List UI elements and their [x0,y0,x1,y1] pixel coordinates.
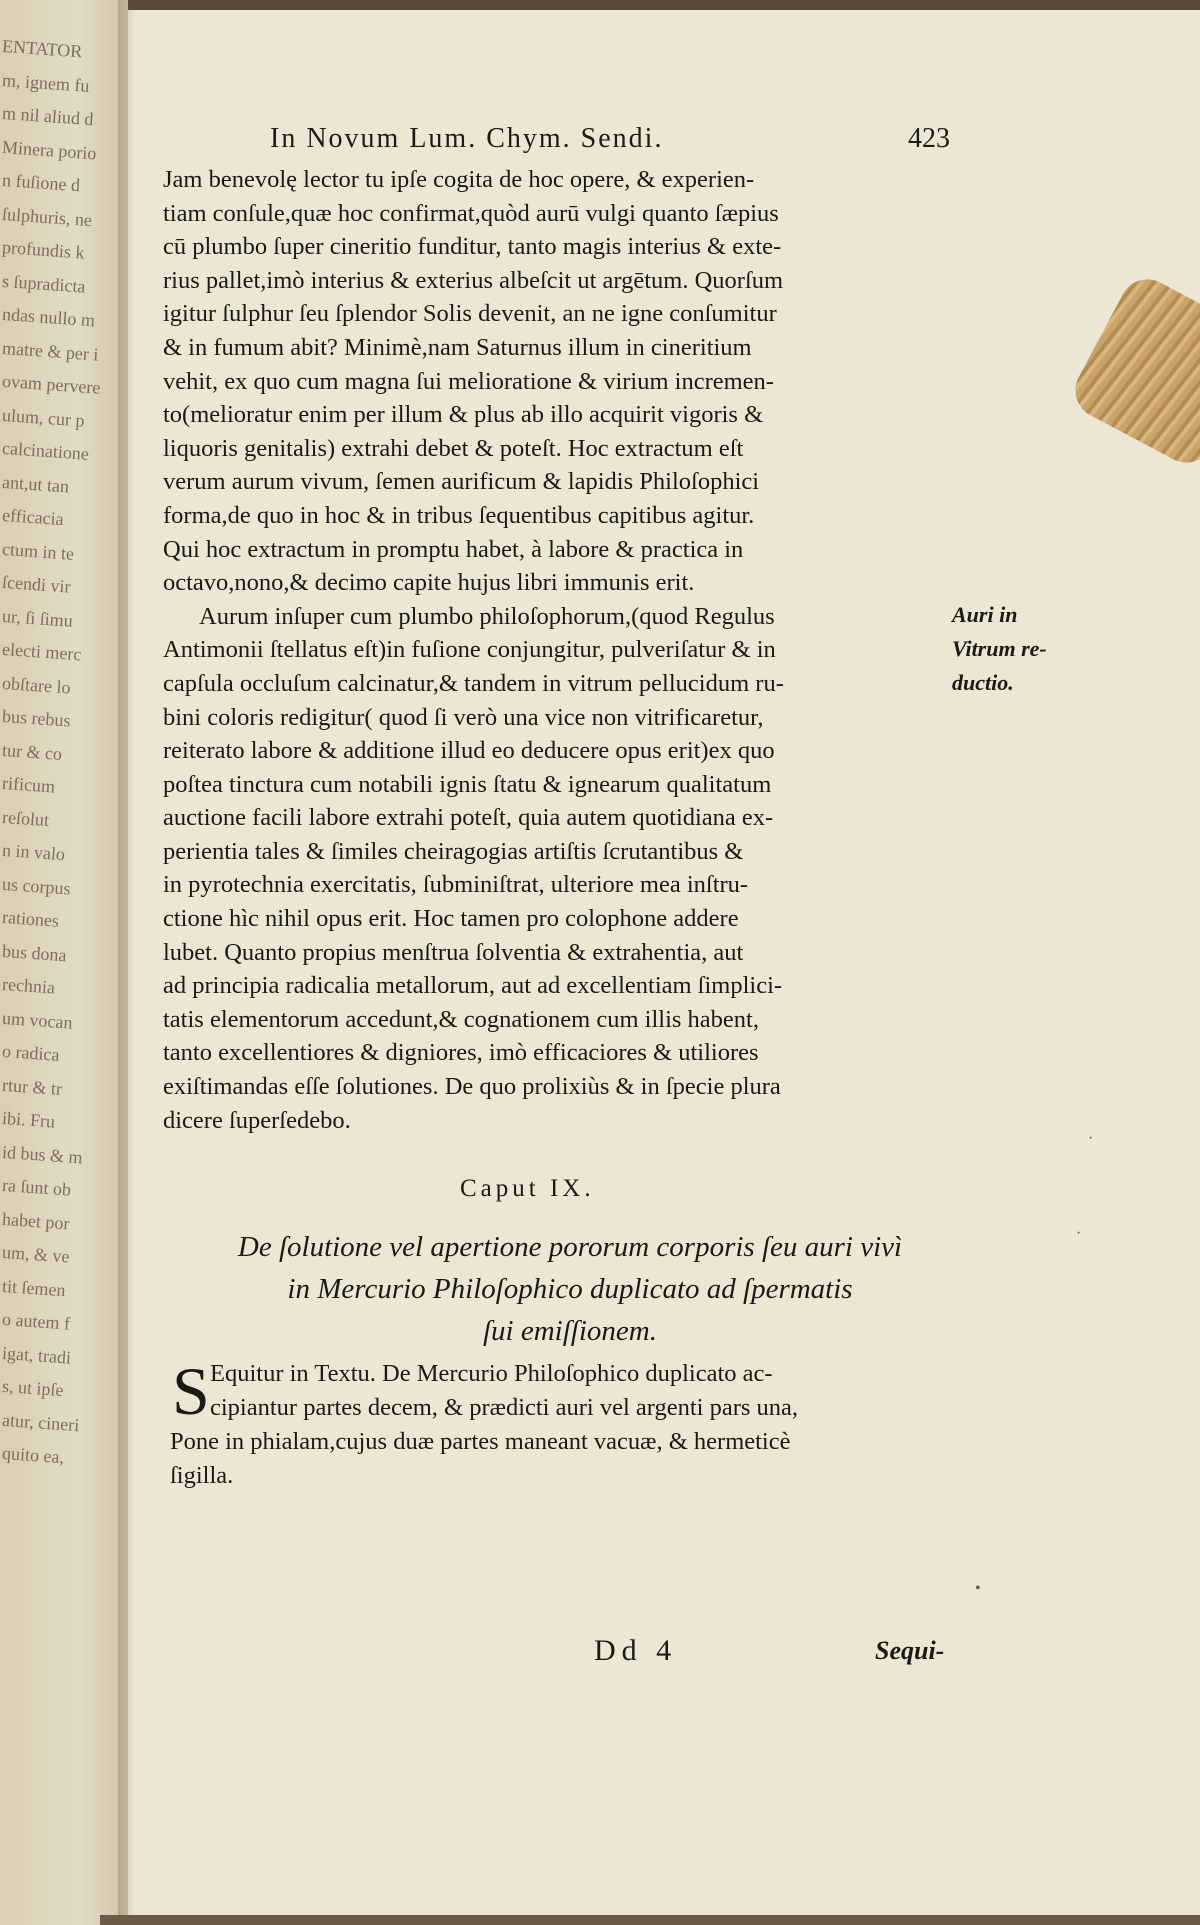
body-line: & in fumum abit? Minimè,nam Saturnus illum in cineritium [163,333,752,361]
body-line: Antimonii ſtellatus eſt)in fuſione conjungitur, pulveriſatur & in [163,636,776,664]
body-line: octavo,nono,& decimo capite hujus libri immunis erit. [163,569,695,597]
page-header [270,123,950,163]
body-line: auctione facili labore extrahi poteſt, quia autem quotidiana ex- [163,804,774,832]
facing-page-fragment: igat, tradi [1,1342,72,1368]
facing-page-fragment: o autem f [1,1308,71,1334]
body-line: ad principia radicalia metallorum, aut ad excellentiam ſimplici- [163,972,783,1000]
ink-speck: • [975,1580,981,1597]
facing-page-fragment: quito ea, [1,1442,65,1468]
body-line: verum aurum vivum, ſemen aurificum & lapidis Philoſophici [163,468,760,496]
facing-page-fragment: profundis k [1,236,86,263]
facing-page-fragment: id bus & m [1,1141,84,1167]
body-line: tatis elementorum accedunt,& cognationem cum illis habent, [163,1005,759,1033]
body-line: Jam benevolę lector tu ipſe cogita de hoc opere, & experien- [163,166,755,193]
body-line: rius pallet,imò interius & exterius albeſcit ut argētum. Quorſum [163,266,784,294]
ink-speck: · [1076,1225,1082,1242]
facing-page-fragment: um vocan [1,1007,74,1033]
facing-page-fragment: n fuſione d [1,169,81,196]
body-line: in pyrotechnia exercitatis, ſubminiſtrat, ulteriore mea inſtru- [163,871,749,899]
chapter-title: Caput IX. [460,1175,595,1202]
facing-page-fragment: atur, cineri [1,1409,80,1435]
chapter-heading-line: De ſolutione vel apertione pororum corporis ſeu auri vivì [237,1231,903,1263]
facing-page-gutter [0,0,128,1925]
body-line: poſtea tinctura cum notabili ignis ſtatu & ignearum qualitatum [163,770,772,798]
facing-page-fragment: habet por [1,1208,71,1234]
facing-page-fragment: electi merc [1,638,83,665]
textus-line: Equitur in Textu. De Mercurio Philoſophico duplicato ac- [210,1360,773,1387]
facing-page-fragment: obſtare lo [1,672,72,698]
facing-page-fragment: m, ignem fu [1,69,91,96]
facing-page-fragment: ctum in te [1,538,75,564]
facing-page-fragment: reſolut [1,806,50,830]
body-line: cū plumbo ſuper cineritio funditur, tanto magis interius & exte- [163,233,782,261]
body-line: ctione hìc nihil opus erit. Hoc tamen pro colophone addere [163,905,739,933]
body-line: tiam conſule,quæ hoc confirmat,quòd aurū vulgi quanto ſæpius [163,199,779,227]
textus-line: Pone in phialam,cujus duæ partes maneant vacuæ, & hermeticè [170,1428,791,1455]
facing-page-fragment: ulum, cur p [1,404,86,431]
facing-page-fragment: ſulphuris, ne [1,203,93,230]
bottom-page-edge [100,1915,1200,1925]
facing-page-fragment: rechnia [1,973,56,998]
facing-page-fragment: o radica [1,1040,61,1065]
facing-page-fragment: ENTATOR [1,35,83,62]
page-number: 423 [908,123,950,154]
facing-page-fragment: ant,ut tan [1,471,70,497]
facing-page-fragment: bus dona [1,940,68,965]
chapter-heading-line: ſui emiſſionem. [483,1315,657,1347]
facing-page-fragment: rtur & tr [1,1074,63,1099]
chapter-heading [160,1226,980,1352]
facing-page-fragment: um, & ve [1,1241,71,1267]
facing-page-fragment: calcinatione [1,437,90,464]
body-text [163,163,953,1137]
body-line: tanto excellentiores & digniores, imò efficaciores & utiliores [163,1039,759,1067]
body-line: to(melioratur enim per illum & plus ab illo acquirit vigoris & [163,401,764,429]
facing-page-fragment: us corpus [1,873,72,899]
body-line: vehit, ex quo cum magna ſui melioratione & virium incremen- [163,367,774,395]
facing-page-fragment: ovam pervere [1,370,102,398]
textus-line: ſigilla. [170,1462,234,1489]
body-line: dicere ſuperſedebo. [163,1106,351,1134]
facing-page-fragment: efficacia [1,504,65,530]
body-line: bini coloris redigitur( quod ſi verò una vice non vitrificaretur, [163,703,764,731]
marginal-note-line: ductio. [952,670,1014,695]
body-line: reiterato labore & additione illud eo deducere opus erit)ex quo [163,737,775,765]
marginal-note-line: Vitrum re- [952,636,1047,661]
body-line: forma,de quo in hoc & in tribus ſequentibus capitibus agitur. [163,501,755,529]
body-line: lubet. Quanto propius menſtrua ſolventia & extrahentia, aut [163,938,744,966]
brush-bristles [1066,270,1200,473]
textus-paragraph [170,1353,970,1493]
facing-page-fragment: tit ſemen [1,1275,67,1300]
facing-page-fragment: ra ſunt ob [1,1174,72,1200]
facing-page-fragment: ndas nullo m [1,303,96,331]
body-line: perientia tales & ſimiles cheiragogias artiſtis ſcrutantibus & [163,837,744,865]
body-line: exiſtimandas eſſe ſolutiones. De quo prolixiùs & in ſpecie plura [163,1073,781,1101]
facing-page-fragment: matre & per i [1,337,100,365]
body-line: Aurum inſuper cum plumbo philoſophorum,(quod Regulus [199,602,775,630]
catchword: Sequi- [875,1636,945,1665]
facing-page-fragment: ur, ſi ſimu [1,605,74,631]
facing-page-fragment: s, ut ipſe [1,1375,65,1401]
textus-line: cipiantur partes decem, & prædicti auri vel argenti pars una, [210,1394,799,1421]
ink-speck: · [1088,1130,1094,1147]
running-head: In Novum Lum. Chym. Sendi. [270,123,664,154]
facing-page-fragment: n in valo [1,839,66,865]
facing-page-fragment: rationes [1,906,60,931]
body-line: igitur ſulphur ſeu ſplendor Solis devenit, an ne igne conſumitur [163,300,777,328]
marginal-note-line: Auri in [952,602,1018,627]
gutter-shadow [118,0,136,1925]
body-line: Qui hoc extractum in promptu habet, à labore & practica in [163,535,744,563]
facing-page-fragment: ibi. Fru [1,1107,56,1132]
body-line: liquoris genitalis) extrahi debet & poteſt. Hoc extractum eſt [163,434,744,462]
body-line: capſula occluſum calcinatur,& tandem in vitrum pellucidum ru- [163,669,784,697]
top-page-edge [128,0,1200,10]
chapter-heading-line: in Mercurio Philoſophico duplicato ad ſpermatis [287,1273,853,1305]
facing-page-fragment: ſcendi vir [1,571,72,597]
facing-page-fragment: Minera porio [1,136,98,163]
drop-cap: S [172,1353,210,1429]
facing-page-fragment: m nil aliud d [1,102,95,130]
facing-page-fragment: s ſupradicta [1,270,87,297]
facing-page-fragment: rificum [1,772,56,797]
facing-page-fragment: bus rebus [1,705,72,731]
signature-mark: Dd 4 [594,1634,678,1667]
facing-page-fragment: tur & co [1,739,63,764]
